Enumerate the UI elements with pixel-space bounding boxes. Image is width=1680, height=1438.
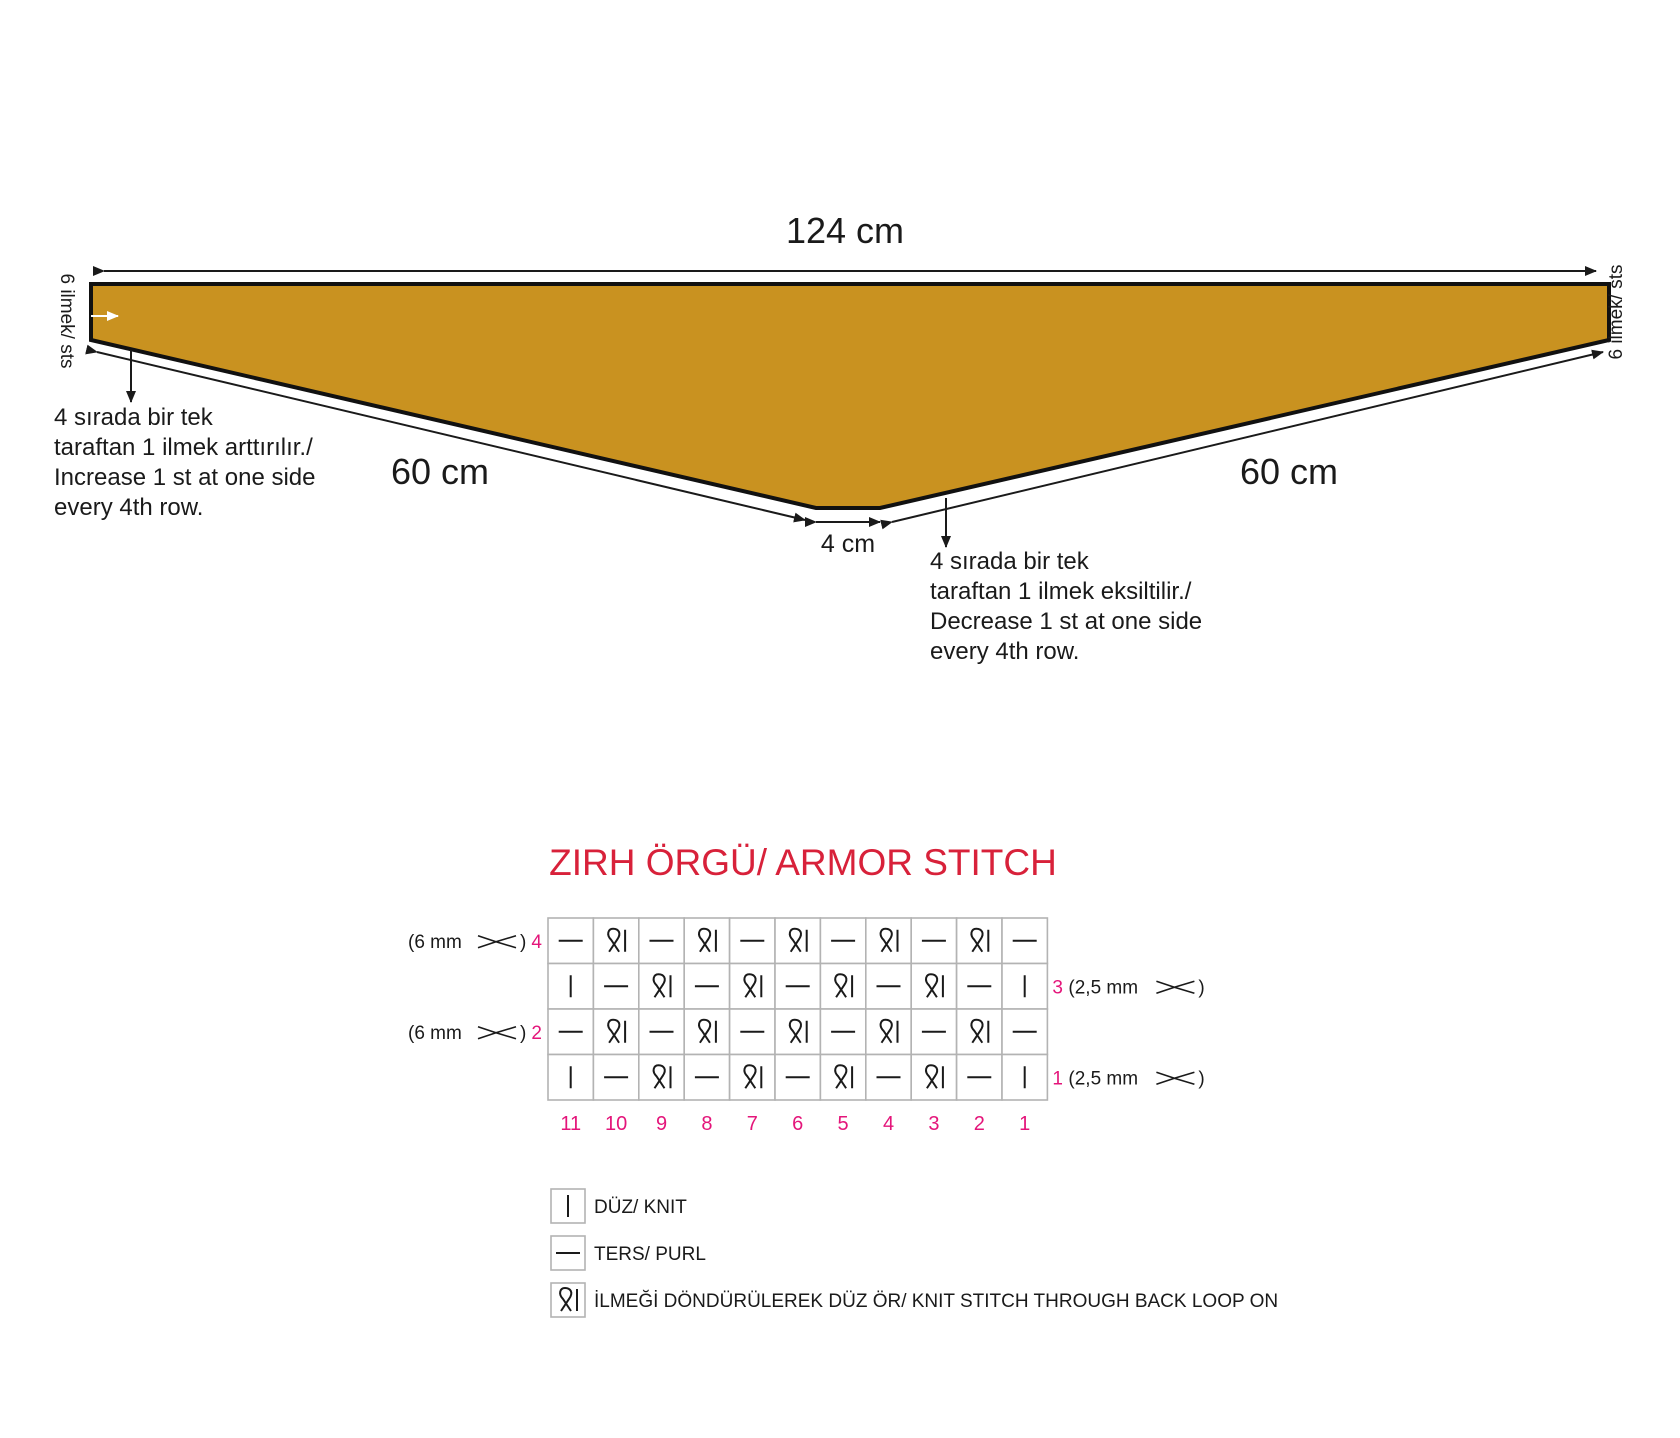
needle-icon <box>1156 981 1194 993</box>
increase-note-line: Increase 1 st at one side <box>54 464 316 491</box>
left-edge-label: 60 cm <box>390 451 490 492</box>
right-edge-label: 60 cm <box>1239 451 1339 492</box>
increase-note <box>54 404 316 521</box>
column-number: 6 <box>792 1113 804 1135</box>
stitch-legend <box>551 1189 1278 1317</box>
column-number: 2 <box>973 1113 985 1135</box>
row-needle-note: (6 mm <box>408 931 462 953</box>
row-number: 4 <box>531 931 542 953</box>
decrease-note <box>930 548 1202 665</box>
right-height-label: 6 ilmek/ sts <box>1606 264 1627 360</box>
decrease-note-line: 4 sırada bir tek <box>930 548 1089 575</box>
column-number: 8 <box>701 1113 713 1135</box>
shawl-body <box>91 284 1609 508</box>
column-number: 9 <box>655 1113 668 1135</box>
row-needle-close: ) <box>1198 1068 1205 1090</box>
increase-note-line: taraftan 1 ilmek arttırılır./ <box>54 434 313 461</box>
column-number: 4 <box>882 1113 895 1135</box>
column-number: 1 <box>1019 1113 1031 1135</box>
chart-title: ZIRH ÖRGÜ/ ARMOR STITCH <box>549 842 1057 883</box>
column-number: 10 <box>604 1113 628 1135</box>
legend-label: DÜZ/ KNIT <box>594 1197 687 1218</box>
legend-label: TERS/ PURL <box>594 1244 706 1265</box>
decrease-note-line: every 4th row. <box>930 638 1080 665</box>
row-number: 3 <box>1052 977 1063 999</box>
shawl-schematic <box>54 210 1627 665</box>
row-needle-close: ) <box>1198 977 1205 999</box>
row-number: 2 <box>531 1022 542 1044</box>
column-number: 7 <box>746 1113 758 1135</box>
decrease-note-line: Decrease 1 st at one side <box>930 608 1203 635</box>
needle-icon <box>1156 1072 1194 1084</box>
column-number: 11 <box>560 1113 582 1135</box>
row-number: 1 <box>1052 1068 1063 1090</box>
left-height-label: 6 ilmek/ sts <box>56 273 77 369</box>
row-needle-note: (6 mm <box>408 1022 462 1044</box>
bottom-width-label: 4 cm <box>820 530 876 558</box>
row-needle-note: (2,5 mm <box>1068 1068 1139 1090</box>
row-needle-note: (2,5 mm <box>1068 977 1139 999</box>
stitch-chart <box>408 918 1205 1135</box>
needle-icon <box>478 1027 516 1039</box>
decrease-note-line: taraftan 1 ilmek eksiltilir./ <box>930 578 1192 605</box>
top-width-label: 124 cm <box>785 210 905 251</box>
row-needle-close: ) <box>520 931 527 953</box>
needle-icon <box>478 936 516 948</box>
row-needle-close: ) <box>520 1022 527 1044</box>
legend-label: İLMEĞİ DÖNDÜRÜLEREK DÜZ ÖR/ KNIT STITCH THROUGH BACK LOOP ON <box>594 1291 1279 1312</box>
increase-note-line: every 4th row. <box>54 494 204 521</box>
column-number: 5 <box>837 1113 849 1135</box>
column-number: 3 <box>928 1113 940 1135</box>
increase-note-line: 4 sırada bir tek <box>54 404 213 431</box>
